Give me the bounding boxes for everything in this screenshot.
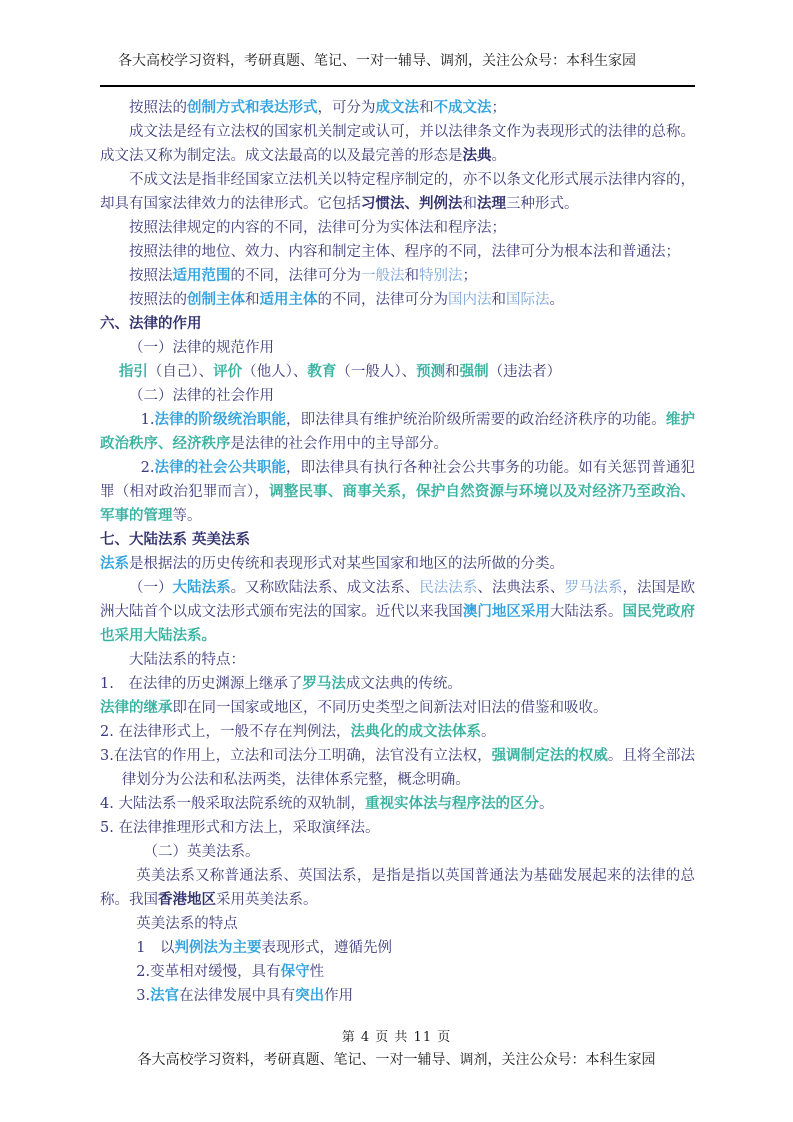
paragraph [100,456,695,528]
text-run: 和 [404,268,419,284]
paragraph [100,960,695,984]
text-run: 罗马法 [302,675,346,692]
text-run: 成文法典的传统。 [345,676,462,692]
text-run: 2. [140,460,155,476]
text-run: 特别法 [419,268,463,284]
paragraph [100,360,695,384]
text-run: 罗马法系 [564,580,623,596]
paragraph [100,840,695,864]
text-run: 。且将全部法律划分为公法和私法两类，法律体系完整，概念明确。 [121,748,696,788]
text-run: 一般法 [361,268,405,284]
text-run: 适用范围 [172,267,231,284]
text-run: 。 [549,292,564,308]
text-run: 大陆法系的特点： [129,652,245,668]
text-run: 预测 [416,363,446,380]
text-run: 和 [245,292,260,308]
text-run: 。 [480,724,496,740]
text-run: 4. 大陆法系一般采取法院系统的双轨制， [100,796,365,812]
text-run: 教育 [307,363,337,380]
text-run: 性 [309,964,325,980]
text-run: 成文法 [375,99,419,116]
header-promo-text: 各大高校学习资料，考研真题、笔记、一对一辅导、调剂，关注公众号：本科生家园 [118,53,636,69]
text-run: 国际法 [506,292,550,308]
text-run: 即在同一国家或地区，不同历史类型之间新法对旧法的借鉴和吸收。 [172,700,608,716]
text-run: 突出 [295,987,325,1004]
paragraph [100,864,695,912]
text-run: 5. 在法律推理形式和方法上，采取演绎法。 [100,820,380,836]
paragraph [100,288,695,312]
paragraph [100,936,695,960]
paragraph [100,816,695,840]
paragraph [100,648,695,672]
text-run: 和 [419,100,434,116]
text-run: 七、大陆法系 英美法系 [100,531,251,548]
text-run: 适用主体 [259,291,318,308]
text-run: 英美法系又称普通法系、英国法系，是指是指以英国普通法为基础发展起来的法律的总称。我国 [100,868,695,908]
text-run: 1 以 [136,940,175,956]
text-run: 法典化的成文法体系 [350,723,481,740]
text-run: 按照法 [129,268,173,284]
page-footer [0,1026,793,1069]
text-run: 创制方式和表达形式 [187,99,318,116]
paragraph [100,792,695,816]
text-run: 国民党政府也采用大陆法系。 [100,603,696,644]
text-run: 在法律发展中具有 [179,988,296,1004]
text-run: 成文法是经有立法权的国家机关制定或认可，并以法律条文作为表现形式的法律的总称。成文法又称为制定法。成文法最高的以及最完善的形态是 [100,124,695,164]
paragraph [100,720,695,744]
text-run: 法理 [477,195,506,212]
paragraph [100,672,695,696]
page-number: 第 4 页 共 11 页 [341,1030,452,1045]
text-run: （一）法律的规范作用 [129,340,274,356]
text-run: 和 [462,196,477,212]
paragraph [100,264,695,288]
paragraph [100,744,695,792]
text-run: （二）法律的社会作用 [129,388,274,404]
header-divider [100,85,695,87]
text-run: 三种形式。 [506,196,579,212]
paragraph [100,576,695,648]
text-run: 按照法律的地位、效力、内容和制定主体、程序的不同，法律可分为根本法和普通法； [129,244,680,260]
text-run: 六、法律的作用 [100,315,202,332]
text-run: 强调制定法的权威 [491,747,608,764]
text-run: 1. [140,412,155,428]
text-run: 法律的社会公共职能 [154,459,287,476]
paragraph [100,408,695,456]
text-run: 法律的阶级统治职能 [154,411,287,428]
text-run: 3.在法官的作用上，立法和司法分工明确，法官没有立法权， [100,748,492,764]
text-run: 2. 在法律形式上，一般不存在判例法， [100,724,351,740]
paragraph [100,216,695,240]
text-run: （自己）、 [147,364,214,380]
paragraph [100,384,695,408]
paragraph [100,552,695,576]
paragraph [100,96,695,120]
text-run: 。 [538,796,554,812]
text-run: 表现形式，遵循先例 [261,940,392,956]
text-run: 法官 [150,987,180,1004]
text-run: 习惯法、判例法 [361,195,463,212]
paragraph [100,696,695,720]
text-run: 维护政治秩序、经济秩序 [100,411,696,452]
text-run: 英美法系的特点 [136,916,238,932]
footer-promo-text: 各大高校学习资料，考研真题、笔记、一对一辅导、调剂，关注公众号：本科生家园 [137,1052,656,1068]
text-run: ； [462,268,477,284]
text-run: 、法典法系、 [477,580,565,596]
text-run: 按照法的 [129,292,187,308]
text-run: （一般人）、 [336,364,417,380]
text-run: 的不同，法律可分为 [317,292,448,308]
document-body [100,96,695,1008]
text-run: 大陆法系 [172,579,231,596]
text-run: 法律的继承 [100,699,173,716]
text-run: ，即法律具有维护统治阶级所需要的政治经济秩序的功能。 [286,412,666,428]
text-run: 和 [491,292,506,308]
text-run: （一） [129,580,173,596]
paragraph [100,912,695,936]
text-run: 调整民事、商事关系，保护自然资源与环境以及对经济乃至政治、军事的管理 [100,483,696,524]
paragraph [100,168,695,216]
text-run: 的不同，法律可分为 [230,268,361,284]
text-run: 不成文法 [433,99,492,116]
text-run: 3. [136,988,151,1004]
paragraph [100,240,695,264]
text-run: 按照法的 [129,100,187,116]
text-run: 。 [491,148,506,164]
paragraph [100,120,695,168]
text-run: 等。 [172,508,202,524]
text-run: 大陆法系。 [549,604,623,620]
text-run: （二）英美法系。 [143,844,260,860]
text-run: 。又称欧陆法系、成文法系、 [230,580,420,596]
text-run: 民法法系 [419,580,478,596]
text-run: ，即法律具有执行各种社会公共事务的功能。如有关惩罚普通犯罪（相对政治犯罪而言）， [100,460,696,500]
section-heading [100,312,695,336]
text-run: 重视实体法与程序法的区分 [364,795,539,812]
text-run: 作用 [324,988,354,1004]
text-run: 保守 [280,963,310,980]
text-run: 是根据法的历史传统和表现形式对某些国家和地区的法所做的分类。 [129,556,564,572]
text-run: 强制 [459,363,489,380]
text-run: 采用英美法系。 [216,892,318,908]
text-run: ，法国是欧洲大陆首个以成文法形式颁布宪法的国家。近代以来我国 [100,580,696,620]
text-run: 法典 [462,147,492,164]
text-run: 评价 [213,363,243,380]
text-run: 按照法律规定的内容的不同，法律可分为实体法和程序法； [129,220,506,236]
text-run: 澳门地区采用 [462,603,550,620]
text-run: 1. 在法律的历史渊源上继承了 [100,676,303,692]
text-run: 判例法为主要 [174,939,262,956]
text-run: 国内法 [448,292,492,308]
text-run: 不成文法是指非经国家立法机关以特定程序制定的，亦不以条文化形式展示法律内容的，却具有国家法律效力的法律形式。它包括 [100,172,695,212]
text-run: （他人）、 [242,364,308,380]
text-run: 和 [445,364,460,380]
text-run: 香港地区 [158,891,216,908]
text-run: （违法者） [488,364,562,380]
paragraph [100,984,695,1008]
text-run: 法系 [100,555,129,572]
text-run: ，可分为 [317,100,376,116]
text-run: ； [491,100,506,116]
text-run: 是法律的社会作用中的主导部分。 [230,436,448,452]
paragraph [100,336,695,360]
section-heading [100,528,695,552]
text-run: 2.变革相对缓慢，具有 [136,964,281,980]
text-run: 指引 [118,363,148,380]
text-run: 创制主体 [187,291,245,308]
